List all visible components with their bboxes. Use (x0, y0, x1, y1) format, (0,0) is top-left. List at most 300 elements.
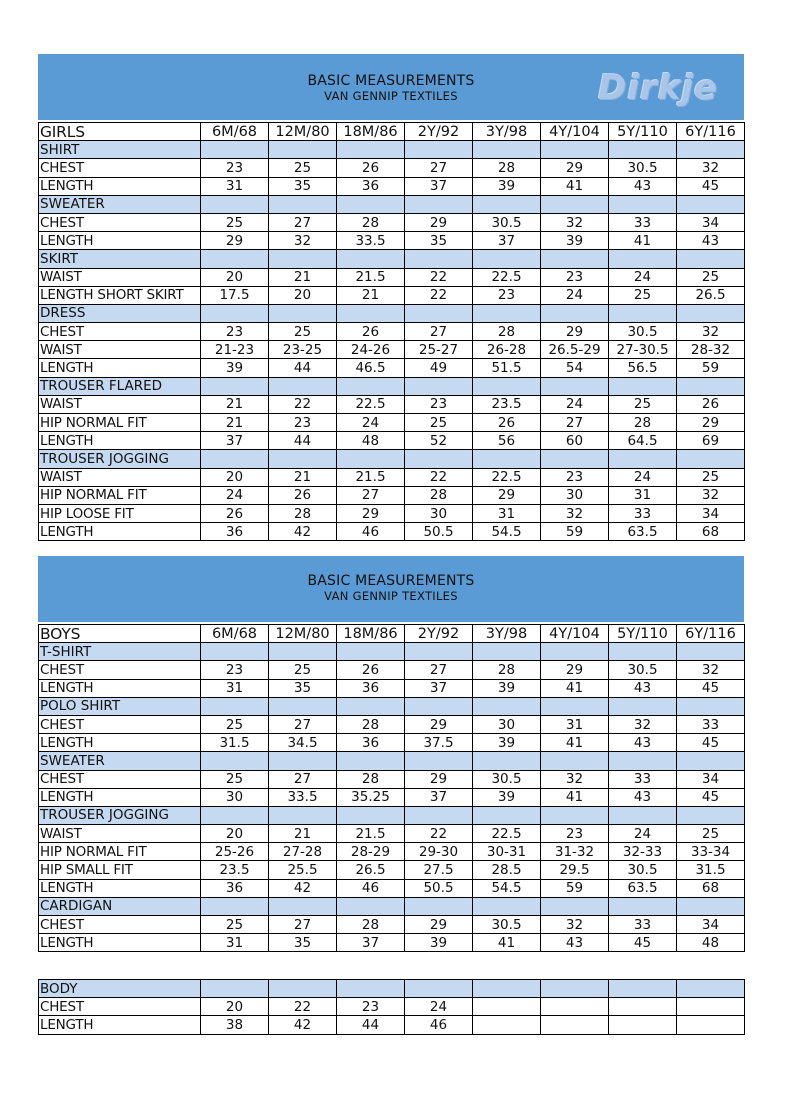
section-label: TROUSER JOGGING (39, 806, 201, 824)
measurement-label: LENGTH (39, 177, 201, 195)
section-cell (405, 450, 473, 468)
measurement-value: 22.5 (473, 268, 541, 286)
section-row (39, 304, 745, 322)
measurement-label: LENGTH (39, 1016, 201, 1034)
measurement-value: 22 (269, 998, 337, 1016)
section-cell (473, 141, 541, 159)
measurement-value: 30.5 (609, 661, 677, 679)
boys-header (38, 556, 744, 622)
table-row (39, 715, 745, 733)
section-cell (473, 450, 541, 468)
section-cell (337, 377, 405, 395)
measurement-value: 30 (473, 715, 541, 733)
measurement-value: 27-30.5 (609, 341, 677, 359)
table-row (39, 323, 745, 341)
section-cell (337, 195, 405, 213)
section-cell (405, 195, 473, 213)
measurement-value: 32 (541, 770, 609, 788)
section-cell (201, 450, 269, 468)
measurement-value: 29 (541, 159, 609, 177)
section-cell (541, 141, 609, 159)
measurement-value: 21.5 (337, 825, 405, 843)
measurement-value: 54.5 (473, 523, 541, 541)
measurement-value: 28-29 (337, 843, 405, 861)
measurement-value: 39 (473, 734, 541, 752)
section-cell (677, 304, 745, 322)
size-column-header: 6M/68 (201, 123, 269, 141)
measurement-value: 24 (609, 268, 677, 286)
section-cell (609, 752, 677, 770)
section-cell (609, 643, 677, 661)
measurement-value: 25 (201, 715, 269, 733)
table-row (39, 788, 745, 806)
section-cell (677, 697, 745, 715)
measurement-value: 46 (337, 523, 405, 541)
section-cell (541, 450, 609, 468)
measurement-value: 39 (541, 232, 609, 250)
measurement-value: 33 (609, 770, 677, 788)
table-row (39, 916, 745, 934)
section-cell (337, 304, 405, 322)
measurement-value: 24 (337, 414, 405, 432)
measurement-value: 27 (269, 715, 337, 733)
section-cell (541, 806, 609, 824)
measurement-value: 36 (201, 879, 269, 897)
measurement-value: 30 (405, 504, 473, 522)
section-label: DRESS (39, 304, 201, 322)
measurement-value: 27 (269, 770, 337, 788)
measurement-value: 23 (473, 286, 541, 304)
section-row (39, 377, 745, 395)
table-row (39, 661, 745, 679)
section-cell (269, 643, 337, 661)
measurement-value: 42 (269, 1016, 337, 1034)
measurement-value: 22 (405, 286, 473, 304)
table-row (39, 861, 745, 879)
measurement-label: LENGTH (39, 432, 201, 450)
size-column-header: 5Y/110 (609, 123, 677, 141)
measurement-value: 60 (541, 432, 609, 450)
section-cell (541, 195, 609, 213)
measurement-value: 32 (677, 661, 745, 679)
measurement-value: 23 (541, 825, 609, 843)
measurement-value: 43 (609, 788, 677, 806)
table-row (39, 770, 745, 788)
measurement-label: LENGTH SHORT SKIRT (39, 286, 201, 304)
measurement-value: 32 (677, 486, 745, 504)
measurement-value: 30 (201, 788, 269, 806)
section-cell (201, 980, 269, 998)
section-cell (269, 752, 337, 770)
measurement-value: 22 (269, 395, 337, 413)
table-row (39, 432, 745, 450)
measurement-value: 26 (473, 414, 541, 432)
measurement-value: 59 (541, 879, 609, 897)
table-row (39, 504, 745, 522)
section-cell (337, 141, 405, 159)
measurement-value: 23 (269, 414, 337, 432)
measurement-value: 38 (201, 1016, 269, 1034)
measurement-value: 31 (609, 486, 677, 504)
measurement-value: 32 (677, 323, 745, 341)
measurement-value: 24 (201, 486, 269, 504)
measurement-value: 32 (269, 232, 337, 250)
measurement-value: 32 (541, 213, 609, 231)
section-cell (541, 250, 609, 268)
measurement-label: WAIST (39, 468, 201, 486)
measurement-value: 33 (609, 504, 677, 522)
measurement-value: 27 (405, 159, 473, 177)
measurement-label: CHEST (39, 998, 201, 1016)
measurement-value: 68 (677, 879, 745, 897)
measurement-value: 48 (677, 934, 745, 952)
measurement-value: 56.5 (609, 359, 677, 377)
table-row (39, 468, 745, 486)
section-cell (269, 450, 337, 468)
size-column-header: 5Y/110 (609, 625, 677, 643)
section-cell (269, 377, 337, 395)
measurement-label: WAIST (39, 825, 201, 843)
measurement-value: 52 (405, 432, 473, 450)
measurement-value: 20 (201, 998, 269, 1016)
measurement-value: 26 (337, 159, 405, 177)
measurement-value: 63.5 (609, 523, 677, 541)
measurement-value: 29 (201, 232, 269, 250)
section-cell (405, 250, 473, 268)
section-row (39, 897, 745, 915)
table-row (39, 486, 745, 504)
measurement-value: 32 (541, 504, 609, 522)
measurement-value: 23 (337, 998, 405, 1016)
section-label: SKIRT (39, 250, 201, 268)
measurement-value: 24-26 (337, 341, 405, 359)
measurement-label: CHEST (39, 213, 201, 231)
measurement-value: 20 (201, 468, 269, 486)
measurement-value: 32 (541, 916, 609, 934)
measurement-value: 27 (269, 916, 337, 934)
measurement-value: 41 (541, 679, 609, 697)
measurement-value: 26.5-29 (541, 341, 609, 359)
girls-measurements-table (38, 122, 745, 541)
section-cell (541, 697, 609, 715)
section-cell (201, 250, 269, 268)
section-cell (269, 806, 337, 824)
measurement-value: 27 (269, 213, 337, 231)
section-cell (269, 195, 337, 213)
measurement-value: 25.5 (269, 861, 337, 879)
measurement-value: 29 (541, 323, 609, 341)
section-label: CARDIGAN (39, 897, 201, 915)
section-label: TROUSER JOGGING (39, 450, 201, 468)
measurement-value: 28 (337, 916, 405, 934)
section-cell (201, 141, 269, 159)
section-cell (541, 304, 609, 322)
measurement-value: 35 (269, 934, 337, 952)
size-column-header: 6Y/116 (677, 625, 745, 643)
measurement-value: 21 (337, 286, 405, 304)
measurement-label: WAIST (39, 268, 201, 286)
measurement-value: 28.5 (473, 861, 541, 879)
section-cell (201, 304, 269, 322)
measurement-value: 21 (269, 268, 337, 286)
measurement-label: LENGTH (39, 523, 201, 541)
measurement-value: 39 (405, 934, 473, 952)
measurement-value (541, 1016, 609, 1034)
measurement-value: 21 (269, 825, 337, 843)
measurement-value: 36 (201, 523, 269, 541)
size-column-header: 3Y/98 (473, 123, 541, 141)
measurement-value: 21.5 (337, 268, 405, 286)
table-row (39, 998, 745, 1016)
measurement-label: CHEST (39, 661, 201, 679)
measurement-value: 25 (269, 323, 337, 341)
section-cell (677, 377, 745, 395)
measurement-label: CHEST (39, 323, 201, 341)
size-column-header: 2Y/92 (405, 625, 473, 643)
measurement-value: 28 (473, 661, 541, 679)
measurement-value: 46 (405, 1016, 473, 1034)
measurement-value: 29 (541, 661, 609, 679)
measurement-label: LENGTH (39, 679, 201, 697)
measurement-value: 36 (337, 734, 405, 752)
measurement-value: 41 (541, 788, 609, 806)
section-cell (337, 980, 405, 998)
table-row (39, 177, 745, 195)
measurement-value: 24 (609, 825, 677, 843)
section-cell (201, 697, 269, 715)
measurement-value: 30.5 (473, 770, 541, 788)
table-row (39, 879, 745, 897)
measurement-value: 30-31 (473, 843, 541, 861)
section-cell (405, 141, 473, 159)
measurement-value: 43 (609, 679, 677, 697)
measurement-value: 49 (405, 359, 473, 377)
boys-subtitle: VAN GENNIP TEXTILES (324, 589, 458, 603)
measurement-value: 27 (405, 323, 473, 341)
section-cell (337, 752, 405, 770)
table-row (39, 359, 745, 377)
measurement-value: 33.5 (337, 232, 405, 250)
group-label: BOYS (39, 625, 201, 643)
measurement-value: 64.5 (609, 432, 677, 450)
measurement-value: 26 (337, 661, 405, 679)
measurement-value: 43 (541, 934, 609, 952)
section-label: SWEATER (39, 752, 201, 770)
measurement-value: 28 (473, 323, 541, 341)
measurement-label: LENGTH (39, 734, 201, 752)
size-column-header: 6M/68 (201, 625, 269, 643)
size-column-header: 18M/86 (337, 625, 405, 643)
measurement-value: 29 (405, 916, 473, 934)
measurement-value (541, 998, 609, 1016)
measurement-value: 33 (609, 213, 677, 231)
measurement-value: 24 (541, 286, 609, 304)
measurement-value: 41 (473, 934, 541, 952)
measurement-value: 28 (473, 159, 541, 177)
section-cell (609, 304, 677, 322)
section-cell (337, 250, 405, 268)
measurement-label: WAIST (39, 395, 201, 413)
measurement-value: 26 (201, 504, 269, 522)
section-cell (405, 697, 473, 715)
measurement-value: 22 (405, 468, 473, 486)
section-cell (337, 450, 405, 468)
measurement-value: 34 (677, 770, 745, 788)
group-label: GIRLS (39, 123, 201, 141)
measurement-value: 25 (201, 770, 269, 788)
measurement-value: 59 (541, 523, 609, 541)
section-cell (405, 304, 473, 322)
section-cell (609, 450, 677, 468)
table-header-row (39, 625, 745, 643)
measurement-value: 30 (541, 486, 609, 504)
section-cell (609, 377, 677, 395)
measurement-value: 39 (473, 788, 541, 806)
section-row (39, 250, 745, 268)
measurement-value: 20 (201, 825, 269, 843)
measurement-value: 35.25 (337, 788, 405, 806)
measurement-value: 26 (269, 486, 337, 504)
measurement-value: 26 (337, 323, 405, 341)
measurement-value: 26-28 (473, 341, 541, 359)
measurement-value: 31 (201, 679, 269, 697)
girls-title: BASIC MEASUREMENTS (307, 73, 475, 89)
measurement-label: LENGTH (39, 788, 201, 806)
measurement-value: 35 (269, 679, 337, 697)
table-row (39, 1016, 745, 1034)
section-cell (677, 806, 745, 824)
measurement-value: 27 (541, 414, 609, 432)
section-cell (405, 377, 473, 395)
measurement-value: 25-27 (405, 341, 473, 359)
measurement-value (609, 998, 677, 1016)
section-cell (541, 377, 609, 395)
measurement-value: 35 (269, 177, 337, 195)
measurement-value: 30.5 (609, 323, 677, 341)
measurement-value: 33 (609, 916, 677, 934)
measurement-value: 23 (405, 395, 473, 413)
measurement-value: 39 (473, 679, 541, 697)
measurement-value: 28 (609, 414, 677, 432)
measurement-value: 36 (337, 177, 405, 195)
section-cell (337, 806, 405, 824)
section-cell (201, 643, 269, 661)
section-cell (405, 752, 473, 770)
measurement-value: 54 (541, 359, 609, 377)
section-cell (677, 450, 745, 468)
measurement-value: 45 (677, 788, 745, 806)
section-cell (473, 377, 541, 395)
measurement-value: 44 (269, 432, 337, 450)
measurement-value: 29 (677, 414, 745, 432)
section-cell (473, 195, 541, 213)
size-column-header: 12M/80 (269, 625, 337, 643)
measurement-label: HIP LOOSE FIT (39, 504, 201, 522)
measurement-value: 22.5 (337, 395, 405, 413)
measurement-value: 46 (337, 879, 405, 897)
section-cell (473, 304, 541, 322)
measurement-value: 31-32 (541, 843, 609, 861)
section-row (39, 195, 745, 213)
measurement-value: 51.5 (473, 359, 541, 377)
table-row (39, 843, 745, 861)
section-cell (473, 980, 541, 998)
measurement-value: 23 (201, 323, 269, 341)
section-cell (677, 643, 745, 661)
measurement-value: 27 (337, 486, 405, 504)
measurement-value: 32-33 (609, 843, 677, 861)
measurement-value: 23 (201, 159, 269, 177)
measurement-label: CHEST (39, 770, 201, 788)
table-header-row (39, 123, 745, 141)
measurement-label: HIP SMALL FIT (39, 861, 201, 879)
measurement-value: 34 (677, 504, 745, 522)
section-cell (473, 752, 541, 770)
measurement-label: CHEST (39, 159, 201, 177)
section-cell (337, 643, 405, 661)
table-row (39, 268, 745, 286)
section-row (39, 643, 745, 661)
measurement-value: 21.5 (337, 468, 405, 486)
measurement-value: 43 (677, 232, 745, 250)
measurement-value: 32 (677, 159, 745, 177)
table-row (39, 341, 745, 359)
measurement-value: 26.5 (677, 286, 745, 304)
measurement-value: 39 (201, 359, 269, 377)
measurement-value: 28 (269, 504, 337, 522)
measurement-value: 37 (405, 679, 473, 697)
measurement-label: WAIST (39, 341, 201, 359)
measurement-value: 33 (677, 715, 745, 733)
section-cell (677, 141, 745, 159)
measurement-value: 42 (269, 879, 337, 897)
size-column-header: 6Y/116 (677, 123, 745, 141)
size-column-header: 4Y/104 (541, 123, 609, 141)
measurement-value: 63.5 (609, 879, 677, 897)
table-row (39, 213, 745, 231)
measurement-value: 24 (405, 998, 473, 1016)
measurement-value: 31 (473, 504, 541, 522)
measurement-value: 27.5 (405, 861, 473, 879)
section-row (39, 450, 745, 468)
section-cell (677, 897, 745, 915)
section-cell (201, 752, 269, 770)
table-row (39, 523, 745, 541)
measurement-label: HIP NORMAL FIT (39, 414, 201, 432)
section-cell (541, 980, 609, 998)
measurement-value: 21-23 (201, 341, 269, 359)
measurement-value: 69 (677, 432, 745, 450)
section-cell (473, 697, 541, 715)
measurement-value: 28 (337, 715, 405, 733)
boys-title: BASIC MEASUREMENTS (307, 573, 475, 589)
section-cell (201, 806, 269, 824)
measurement-value: 37 (405, 177, 473, 195)
measurement-value: 33-34 (677, 843, 745, 861)
measurement-value: 56 (473, 432, 541, 450)
measurement-value: 23.5 (201, 861, 269, 879)
measurement-value (473, 998, 541, 1016)
measurement-value: 37 (473, 232, 541, 250)
measurement-value: 23 (201, 661, 269, 679)
measurement-value: 22 (405, 268, 473, 286)
size-column-header: 18M/86 (337, 123, 405, 141)
section-cell (677, 195, 745, 213)
measurement-value: 24 (541, 395, 609, 413)
section-cell (609, 250, 677, 268)
measurement-value: 30.5 (473, 916, 541, 934)
measurement-label: HIP NORMAL FIT (39, 843, 201, 861)
